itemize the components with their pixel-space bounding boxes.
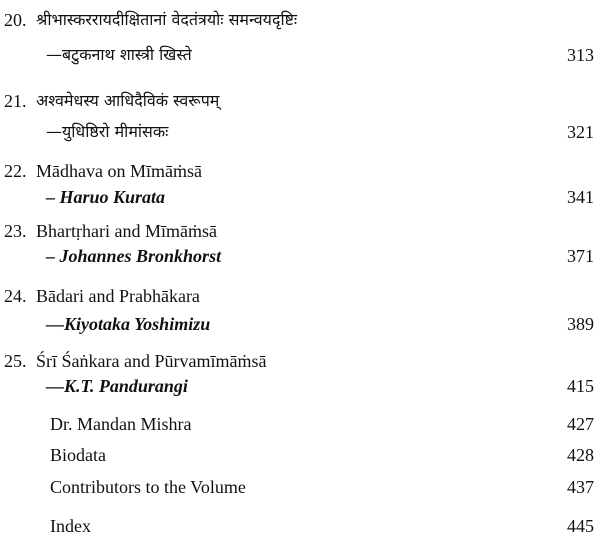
entry-number: 20.: [4, 10, 27, 30]
entry-number: 24.: [4, 286, 27, 306]
page-number: 313: [567, 45, 594, 65]
entry-author: —K.T. Pandurangi: [46, 376, 188, 396]
entry-title: अश्वमेधस्य आधिदैविकं स्वरूपम्: [36, 91, 220, 110]
page-number: 371: [567, 246, 594, 266]
entry-title: Bhartṛhari and Mīmāṁsā: [36, 221, 217, 241]
page-number: 321: [567, 122, 594, 142]
entry-title: Contributors to the Volume: [50, 477, 246, 497]
entry-number: 25.: [4, 351, 27, 371]
entry-number: 21.: [4, 91, 27, 111]
entry-author: – Johannes Bronkhorst: [46, 246, 222, 266]
entry-title: श्रीभास्कररायदीक्षितानां वेदतंत्रयोः समन्वयदृष्टिः: [36, 10, 298, 29]
entry-author: —युधिष्ठिरो मीमांसकः: [46, 122, 169, 141]
entry-title: Biodata: [50, 445, 106, 465]
entry-title: Dr. Mandan Mishra: [50, 414, 192, 434]
page-number: 437: [567, 477, 594, 497]
entry-title: Śrī Śaṅkara and Pūrvamīmāṁsā: [36, 351, 267, 371]
entry-title: Index: [50, 516, 91, 536]
page-number: 428: [567, 445, 594, 465]
entry-title: Mādhava on Mīmāṁsā: [36, 161, 202, 181]
entry-author: —Kiyotaka Yoshimizu: [46, 314, 211, 334]
entry-author: – Haruo Kurata: [46, 187, 166, 207]
page-number: 415: [567, 376, 594, 396]
entry-number: 22.: [4, 161, 27, 181]
entry-author: —बटुकनाथ शास्त्री खिस्ते: [46, 45, 192, 64]
page-number: 427: [567, 414, 594, 434]
entry-number: 23.: [4, 221, 27, 241]
page-number: 341: [567, 187, 594, 207]
entry-title: Bādari and Prabhākara: [36, 286, 200, 306]
page-number: 445: [567, 516, 594, 536]
page-number: 389: [567, 314, 594, 334]
